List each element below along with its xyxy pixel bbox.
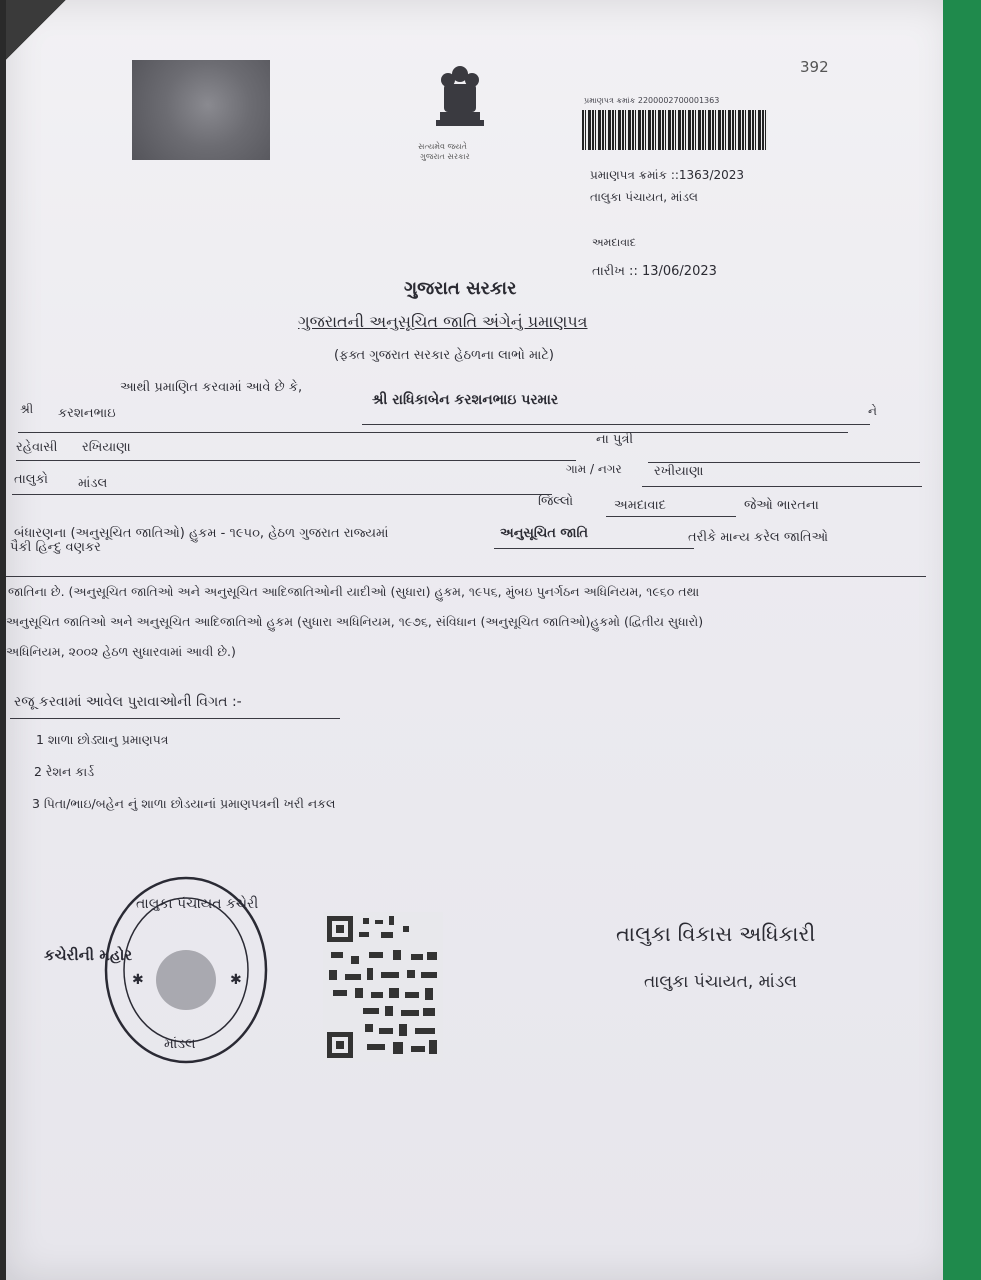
star-icon: ✱: [230, 972, 242, 988]
name-suffix: ને: [868, 404, 877, 418]
father-prefix: શ્રી: [20, 402, 34, 416]
father-name: કરશનભાઇ: [58, 406, 116, 421]
resident-label: રહેવાસી: [16, 440, 58, 455]
evidence-item: 2 રેશન કાર્ડ: [34, 764, 95, 779]
taluka-value: માંડલ: [78, 476, 108, 491]
barcode-text: પ્રમાણપત્ર ક્રમાંક 2200002700001363: [584, 96, 720, 105]
signatory-title: તાલુકા વિકાસ અધિકારી: [616, 922, 816, 946]
evidence-item: 1 શાળા છોડ્યાનુ પ્રમાણપત્ર: [36, 732, 169, 747]
star-icon: ✱: [132, 972, 144, 988]
folded-corner: [6, 0, 66, 60]
seal-center-text: કચેરીની મહોર: [44, 946, 133, 964]
para-line4: અધિનિયમ, ૨૦૦૨ હેઠળ સુધારવામાં આવી છે.): [6, 644, 236, 659]
para-line1-a: બંધારણના (અનુસૂચિત જાતિઓ) હુકમ - ૧૯૫૦, હેઠળ ગુજરાત રાજ્યમાં: [14, 526, 389, 541]
caste-name: પૈકી હિન્દુ વણકર: [10, 540, 101, 555]
who-text: જેઓ ભારતના: [744, 498, 819, 513]
para-caste: અનુસૂચિત જાતિ: [500, 526, 589, 541]
national-emblem-icon: [420, 60, 500, 140]
government-title: ગુજરાત સરકાર: [404, 278, 517, 299]
certificate-number: પ્રમાણપત્ર ક્રમાંક ::1363/2023: [590, 168, 745, 182]
issuer-office: તાલુકા પંચાયત, માંડલ: [590, 190, 699, 204]
certificate-paper: [6, 0, 954, 1280]
district-value: અમદાવાદ: [614, 498, 666, 513]
resident-value: રખિયાણા: [82, 440, 131, 455]
district-office: અમદાવાદ: [592, 236, 636, 249]
district-label: જિલ્લો: [538, 494, 574, 509]
qr-code: [323, 912, 443, 1062]
office-seal: [36, 860, 276, 1070]
para-line2: જાતિના છે. (અનુસૂચિત જાતિઓ અને અનુસૂચિત આદિજાતિઓની યાદીઓ (સુધારા) હુકમ, ૧૯૫૬, મુંબઇ પુનર્ગઠન અધિનિયમ, ૧૯૬૦ તથા: [8, 584, 700, 599]
village-label: ગામ / નગર: [566, 462, 622, 476]
applicant-name: શ્રી રાધિકાબેન કરશનભાઇ પરમાર: [372, 392, 559, 408]
evidence-heading: રજૂ કરવામાં આવેલ પુરાવાઓની વિગત :-: [14, 694, 242, 710]
barcode: [582, 110, 768, 150]
seal-ring-text: તાલુકા પંચાયત કચેરી: [136, 896, 259, 912]
page-mark: 392: [800, 58, 829, 76]
signatory-office: તાલુકા પંચાયત, માંડલ: [644, 972, 798, 992]
certificate-title: ગુજરાતની અનુસૂચિત જાતિ અંગેનું પ્રમાણપત્ર: [298, 312, 588, 331]
applicant-photo: [132, 60, 270, 160]
emblem-caption-1: સત્યમેવ જયતે: [418, 142, 467, 151]
evidence-item: 3 પિતા/ભાઇ/બહેન નું શાળા છોડયાનાં પ્રમાણપત્રની ખરી નકલ: [32, 796, 336, 811]
taluka-label: તાલુકો: [14, 472, 49, 487]
certify-text: આથી પ્રમાણિત કરવામાં આવે છે કે,: [120, 380, 303, 395]
issue-date: તારીખ :: 13/06/2023: [592, 264, 717, 279]
para-line3: અનુસૂચિત જાતિઓ અને અનુસૂચિત આદિજાતિઓ હુકમ (સુધારા અધિનિયમ, ૧૯૭૬, સંવિધાન (અનુસૂચિત જાતિઓ)હુકમો (દ્વિતીય સુધારો): [6, 614, 704, 629]
relation-text: ના પુત્રી: [596, 432, 634, 447]
emblem-caption-2: ગુજરાત સરકાર: [420, 152, 470, 161]
village-value: રખીયાણા: [654, 464, 704, 479]
seal-bottom-text: માંડલ: [164, 1036, 196, 1052]
certificate-subtitle: (ફક્ત ગુજરાત સરકાર હેઠળના લાભો માટે): [334, 348, 554, 363]
background-edge: [943, 0, 981, 1280]
para-line1-b: તરીકે માન્ય કરેલ જાતિઓ: [688, 530, 829, 545]
